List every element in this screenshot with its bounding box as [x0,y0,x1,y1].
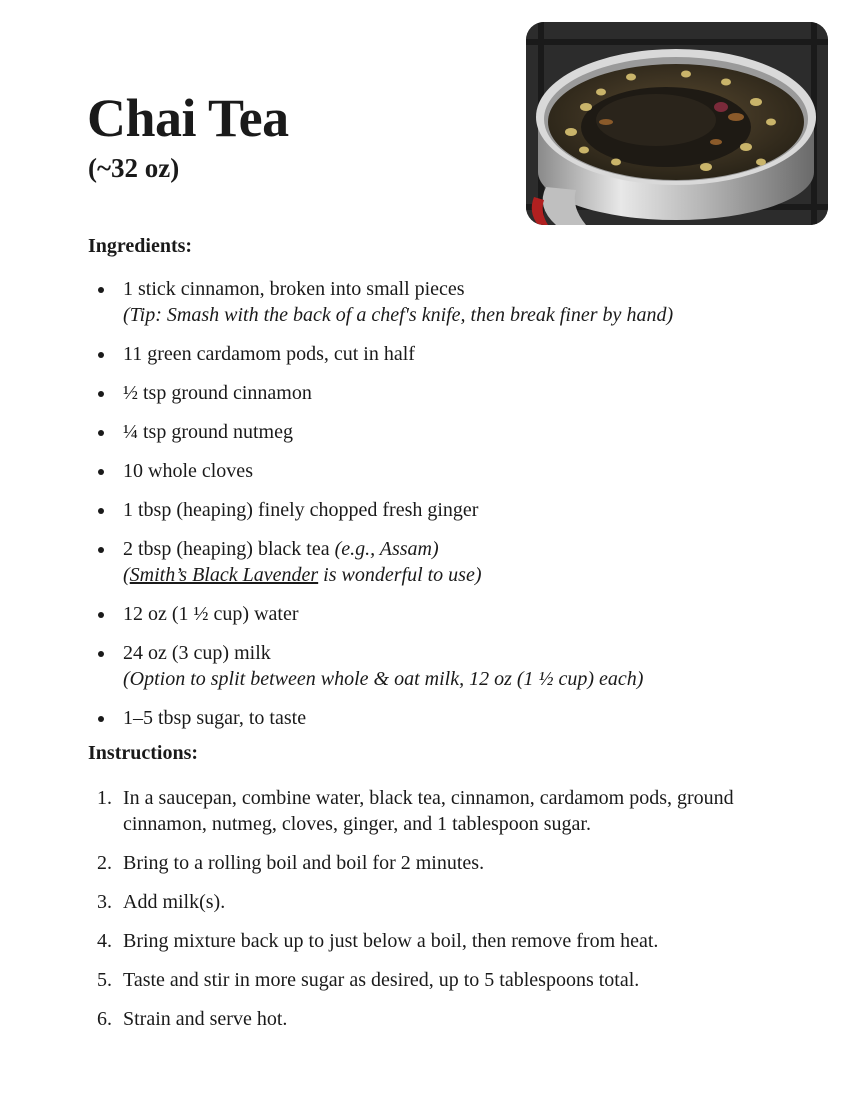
ingredient-text: 1 stick cinnamon, broken into small pieces [123,278,465,300]
ingredient-text: ¼ tsp ground nutmeg [123,421,293,443]
ingredient-text: 24 oz (3 cup) milk [123,642,271,664]
bullet-icon [98,508,104,514]
instruction-step [88,785,788,837]
note-rest: is wonderful to use) [318,564,482,586]
bullet-icon [98,287,104,293]
ingredient-item [88,380,788,406]
step-text: Add milk(s). [123,891,226,913]
bullet-icon [98,651,104,657]
step-text: Bring to a rolling boil and boil for 2 minutes. [123,852,485,874]
step-text: In a saucepan, combine water, black tea, cinnamon, cardamom pods, ground cinnamon, nutmeg, cloves, ginger, and 1 tablespoon sugar. [123,787,734,835]
bullet-icon [98,716,104,722]
ingredient-text: 1 tbsp (heaping) finely chopped fresh ginger [123,499,479,521]
ingredient-inline-note: (e.g., Assam) [334,538,439,560]
ingredient-text: 10 whole cloves [123,460,253,482]
step-text: Bring mixture back up to just below a boil, then remove from heat. [123,930,659,952]
instruction-step [88,850,788,876]
bullet-icon [98,430,104,436]
recipe-title: Chai Tea [87,88,289,148]
instructions-list [88,785,788,1045]
saucepan-image [526,22,828,225]
step-number: 5. [97,969,112,991]
note-open-paren: ( [123,564,130,586]
ingredient-item [88,276,788,328]
ingredient-note: (Tip: Smash with the back of a chef's knife, then break finer by hand) [123,304,674,326]
ingredient-item [88,536,788,588]
instruction-step [88,928,788,954]
step-text: Strain and serve hot. [123,1008,288,1030]
bullet-icon [98,469,104,475]
ingredients-heading: Ingredients: [88,235,193,257]
ingredient-text: 2 tbsp (heaping) black tea [123,538,335,560]
instruction-step [88,889,788,915]
step-number: 4. [97,930,112,952]
instruction-step [88,1006,788,1032]
ingredient-note: (Option to split between whole & oat milk, 12 oz (1 ½ cup) each) [123,668,644,690]
ingredient-note [123,562,788,588]
step-number: 6. [97,1008,112,1030]
ingredient-item [88,640,788,692]
ingredient-text: ½ tsp ground cinnamon [123,382,312,404]
instruction-step [88,967,788,993]
bullet-icon [98,547,104,553]
ingredient-text: 12 oz (1 ½ cup) water [123,603,299,625]
tea-brand-link[interactable]: Smith’s Black Lavender [129,564,319,586]
ingredient-text: 1–5 tbsp sugar, to taste [123,707,307,729]
bullet-icon [98,391,104,397]
bullet-icon [98,612,104,618]
step-number: 1. [97,787,112,809]
step-number: 2. [97,852,112,874]
recipe-photo [526,22,828,225]
step-text: Taste and stir in more sugar as desired, up to 5 tablespoons total. [123,969,640,991]
ingredient-item [88,497,788,523]
step-number: 3. [97,891,112,913]
ingredient-item [88,341,788,367]
recipe-yield: (~32 oz) [88,153,180,183]
ingredient-item [88,705,788,731]
bullet-icon [98,352,104,358]
ingredient-item [88,419,788,445]
ingredients-list [88,276,788,744]
ingredient-item [88,458,788,484]
ingredient-text: 11 green cardamom pods, cut in half [123,343,415,365]
ingredient-item [88,601,788,627]
instructions-heading: Instructions: [88,742,199,764]
